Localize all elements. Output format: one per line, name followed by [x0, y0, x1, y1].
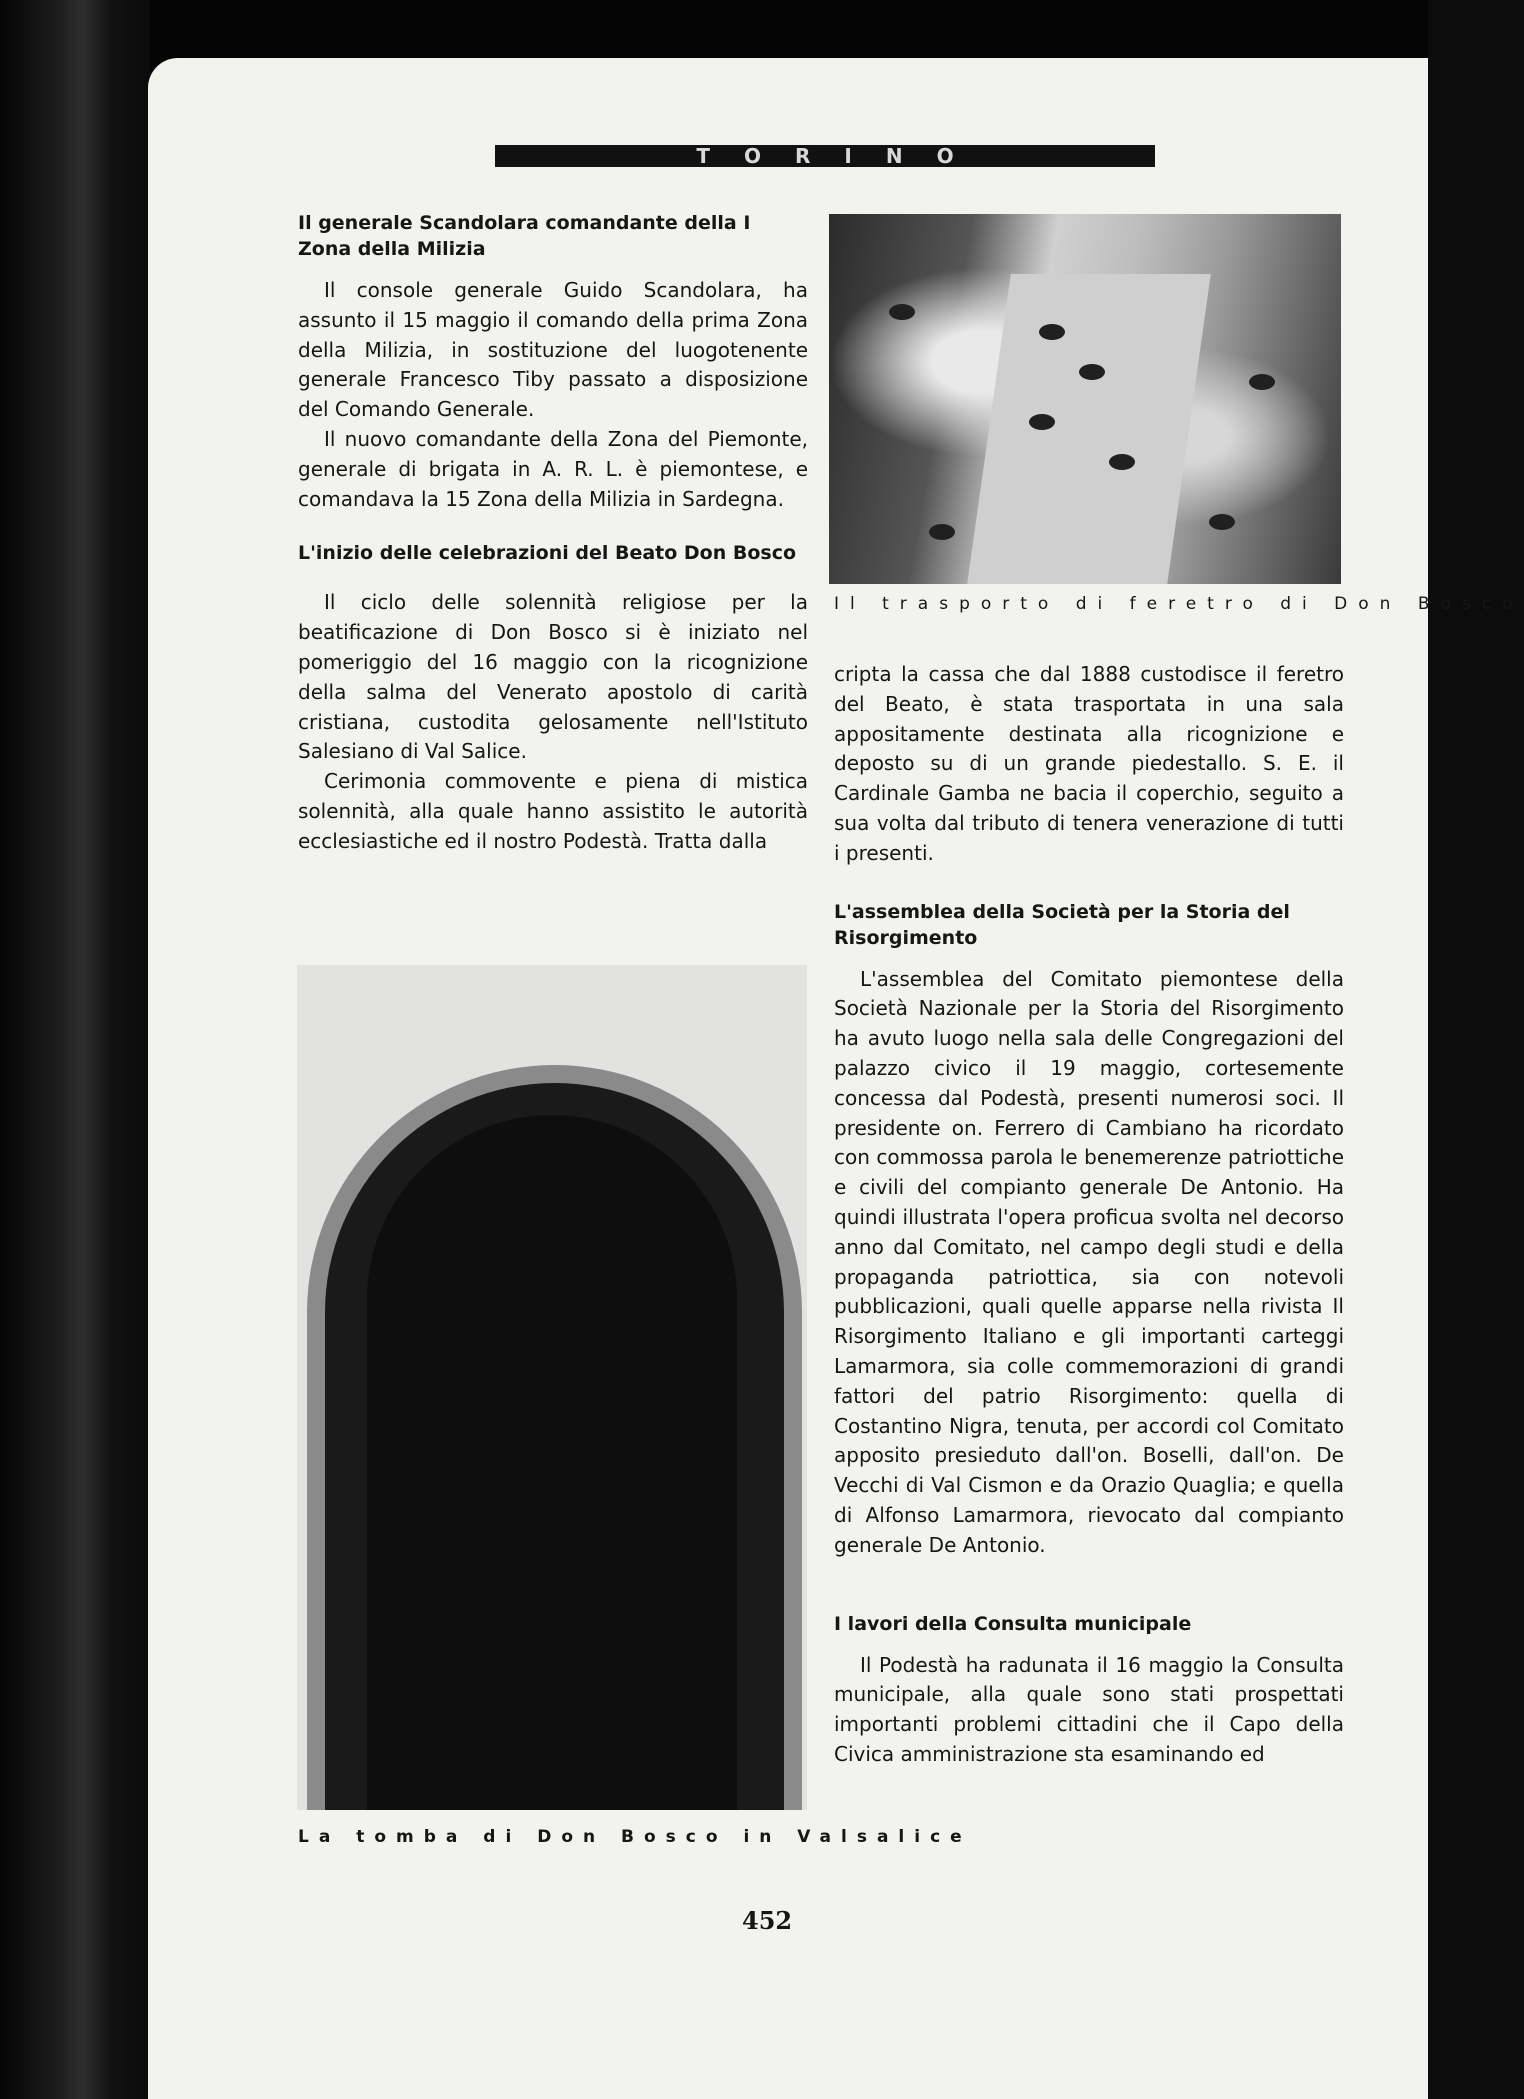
scan-border-left: [0, 0, 150, 2099]
paragraph-continuation: cripta la cassa che dal 1888 custodisce il feretro del Beato, è stata trasportata in una sala appositamente destinata alla ricognizione e deposto su di un grande piedestallo. S. E. il Cardinale Gamba ne bacia il coperchio, seguito a sua volta dal tributo di tenera venerazione di tutti i presenti.: [834, 662, 1344, 865]
photo-caption: Il trasporto di feretro di Don Bosco: [834, 594, 1524, 614]
header-title: TORINO: [696, 144, 988, 168]
photo-detail: [367, 1115, 737, 1810]
photo-coffin-transport: [829, 214, 1341, 584]
left-column: [298, 210, 808, 857]
photo-caption: La tomba di Don Bosco in Valsalice: [298, 1827, 972, 1847]
section-heading-don-bosco: L'inizio delle celebrazioni del Beato Don Bosco: [298, 542, 797, 565]
paragraph: Il console generale Guido Scandolara, ha assunto il 15 maggio il comando della prima Zona della Milizia, in sostituzione del luogotenente generale Francesco Tiby passato a disposizione del Comando Generale.: [298, 278, 808, 422]
page-number: 452: [742, 1906, 793, 1935]
photo-detail: [1039, 324, 1065, 340]
photo-tomb: [297, 965, 807, 1810]
paragraph: Il ciclo delle solennità religiose per la beatificazione di Don Bosco si è iniziato nel pomeriggio del 16 maggio con la ricognizione della salma del Venerato apostolo di carità cristiana, custodita gelosamente nell'Istituto Salesiano di Val Salice.: [298, 590, 808, 764]
right-column: [834, 660, 1344, 1770]
photo-detail: [1109, 454, 1135, 470]
photo-detail: [889, 304, 915, 320]
paragraph: Il Podestà ha radunata il 16 maggio la Consulta municipale, alla quale sono stati prospettati importanti problemi cittadini che il Capo della Civica amministrazione sta esaminando ed: [834, 1652, 1344, 1766]
photo-detail: [1029, 414, 1055, 430]
section-heading-scandolara: Il generale Scandolara comandante della I Zona della Milizia: [298, 212, 751, 260]
photo-detail: [967, 274, 1211, 584]
section-heading-risorgimento: L'assemblea della Società per la Storia del Risorgimento: [834, 900, 1290, 949]
paragraph: Il nuovo comandante della Zona del Piemonte, generale di brigata in A. R. L. è piemontese, e comandava la 15 Zona della Milizia in Sardegna.: [298, 426, 808, 511]
section-heading-consulta: I lavori della Consulta municipale: [834, 1612, 1192, 1635]
paragraph: L'assemblea del Comitato piemontese della Società Nazionale per la Storia del Risorgimento ha avuto luogo nella sala delle Congregazioni del palazzo civico il 19 maggio, cortesemente concessa dal Podestà, presenti numerosi soci. Il presidente on. Ferrero di Cambiano ha ricordato con commossa parola le benemerenze patriottiche e civili del compianto generale De Antonio. Ha quindi illustrata l'opera proficua svolta nel decorso anno dal Comitato, nel campo degli studi e della propaganda patriottica, sia con notevoli pubblicazioni, quali quelle apparse nella rivista Il Risorgimento Italiano e gli importanti carteggi Lamarmora, sia colle commemorazioni di grandi fattori del patrio Risorgimento: quella di Costantino Nigra, tenuta, per accordi col Comitato apposito presieduto dall'on. Boselli, dall'on. De Vecchi di Val Cismon e da Orazio Quaglia; e quella di Alfonso Lamarmora, rievocato dal compianto generale De Antonio.: [834, 966, 1344, 1557]
photo-detail: [1079, 364, 1105, 380]
photo-detail: [929, 524, 955, 540]
running-header: [495, 145, 1155, 167]
photo-detail: [1209, 514, 1235, 530]
photo-detail: [1249, 374, 1275, 390]
paragraph: Cerimonia commovente e piena di mistica solennità, alla quale hanno assistito le autorità ecclesiastiche ed il nostro Podestà. Tratta dalla: [298, 769, 808, 853]
